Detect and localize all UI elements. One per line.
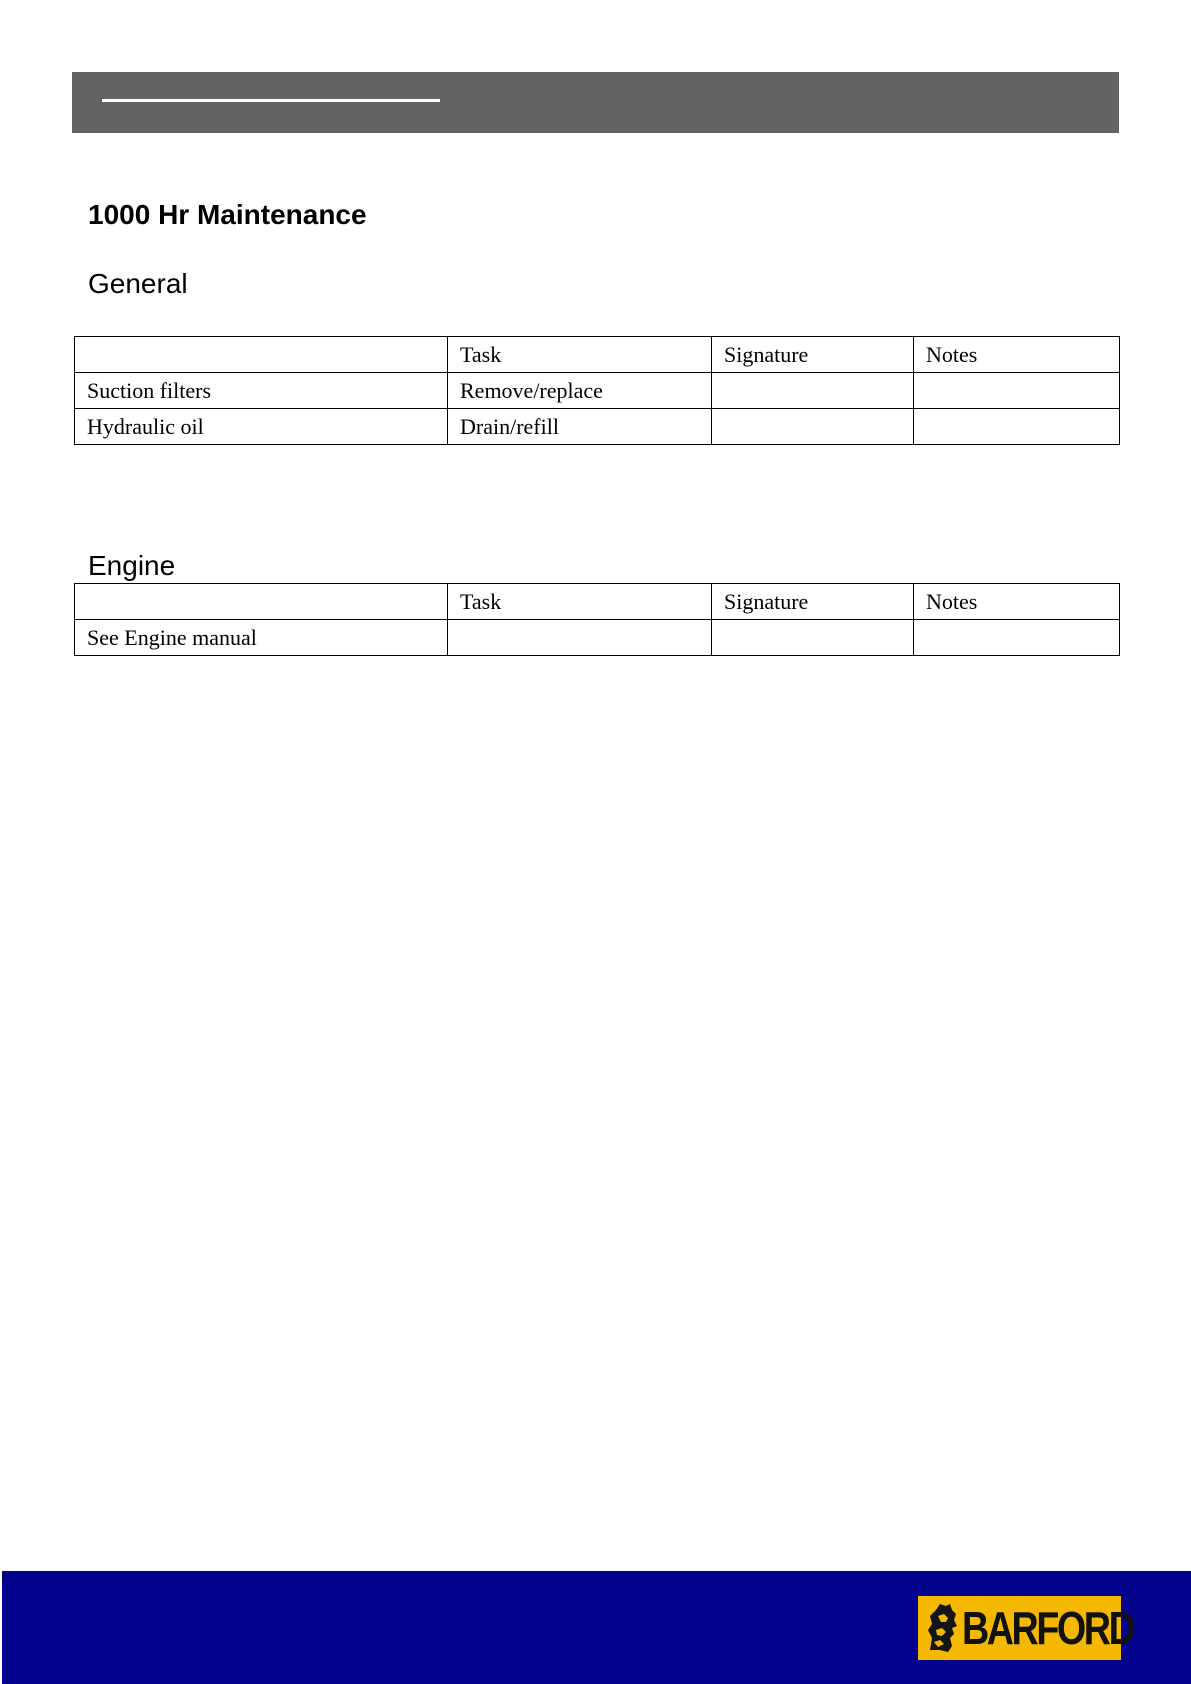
task-cell: Remove/replace	[448, 373, 712, 409]
item-cell: Hydraulic oil	[75, 409, 448, 445]
table-header-row	[75, 584, 1120, 620]
notes-cell[interactable]	[914, 373, 1120, 409]
header-cell-notes: Notes	[914, 584, 1120, 620]
task-cell: Drain/refill	[448, 409, 712, 445]
table-header-row	[75, 337, 1120, 373]
item-cell: See Engine manual	[75, 620, 448, 656]
table-row	[75, 409, 1120, 445]
header-cell-item	[75, 337, 448, 373]
header-cell-signature: Signature	[712, 337, 914, 373]
header-cell-notes: Notes	[914, 337, 1120, 373]
header-cell-task: Task	[448, 584, 712, 620]
footer-bar	[2, 1571, 1191, 1684]
notes-cell[interactable]	[914, 620, 1120, 656]
engine-heading: Engine	[88, 550, 176, 581]
lion-icon	[924, 1600, 960, 1656]
signature-cell[interactable]	[712, 409, 914, 445]
barford-logo	[918, 1596, 1134, 1660]
header-rule	[102, 99, 440, 102]
header-cell-signature: Signature	[712, 584, 914, 620]
signature-cell[interactable]	[712, 373, 914, 409]
task-cell	[448, 620, 712, 656]
engine-table	[74, 583, 1120, 656]
general-table	[74, 336, 1120, 445]
page-title: 1000 Hr Maintenance	[88, 199, 367, 230]
notes-cell[interactable]	[914, 409, 1120, 445]
header-cell-item	[75, 584, 448, 620]
header-cell-task: Task	[448, 337, 712, 373]
table-row	[75, 620, 1120, 656]
header-bar	[72, 72, 1119, 133]
signature-cell[interactable]	[712, 620, 914, 656]
item-cell: Suction filters	[75, 373, 448, 409]
table-row	[75, 373, 1120, 409]
general-heading: General	[88, 268, 188, 299]
logo-text: BARFORD	[962, 1602, 1134, 1654]
